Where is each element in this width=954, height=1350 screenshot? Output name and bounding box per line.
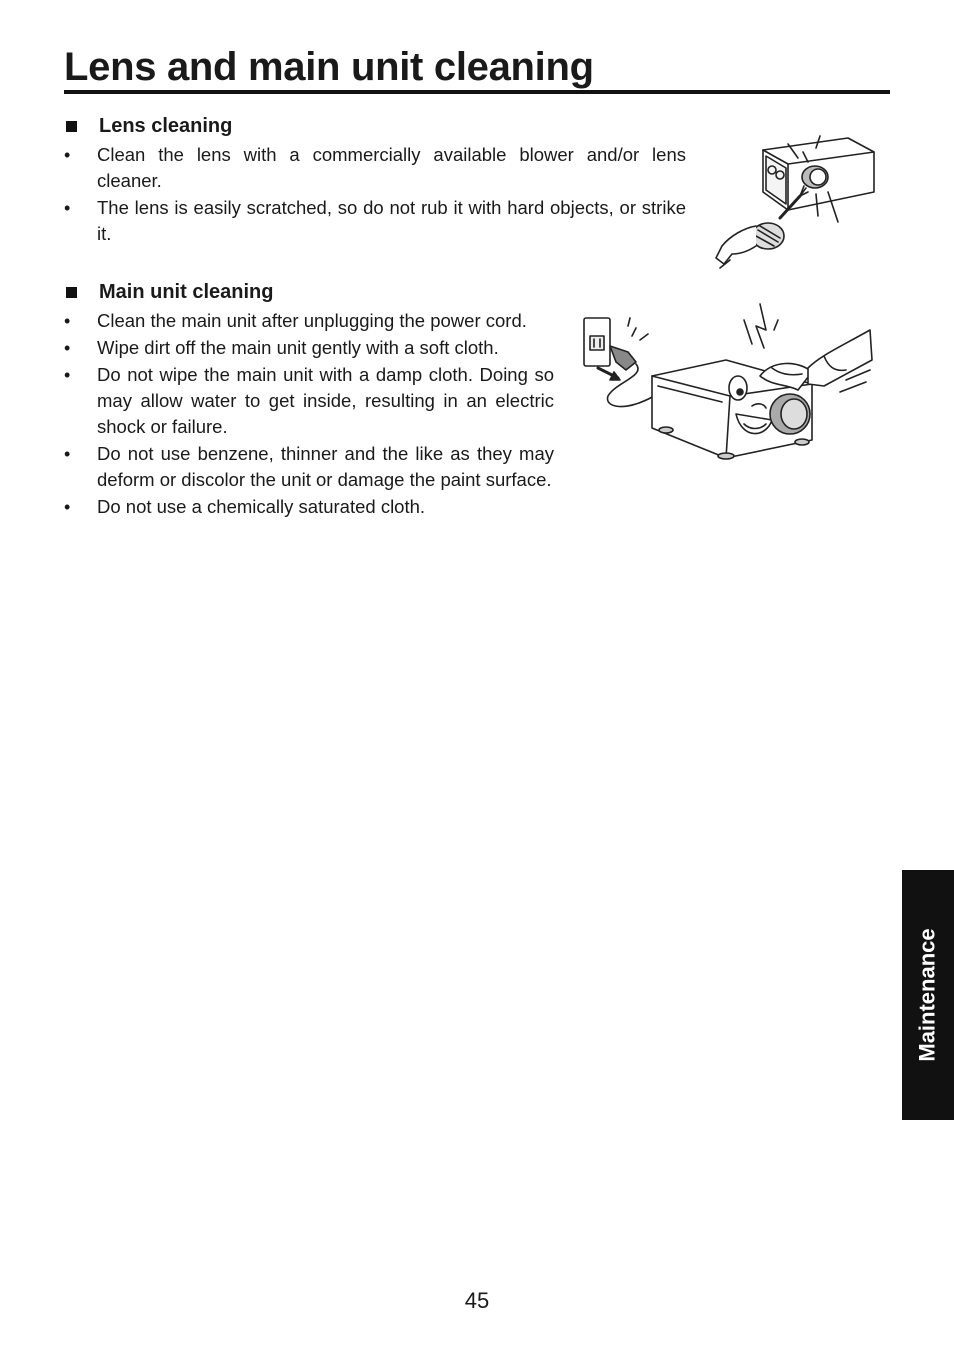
bullet-icon: •: [64, 338, 71, 358]
section-heading-text: Main unit cleaning: [99, 281, 274, 303]
main-unit-cleaning-section: [64, 280, 554, 521]
bullet-icon: •: [64, 444, 71, 464]
list-item: • Do not use a chemically saturated cloth.: [64, 494, 554, 520]
bullet-icon: •: [64, 311, 71, 331]
square-bullet-icon: [66, 287, 77, 298]
lens-cleaning-section: [64, 114, 686, 248]
list-item: • Clean the lens with a commercially available blower and/or lens cleaner.: [64, 144, 686, 191]
section-heading: [64, 114, 686, 138]
bullet-icon: •: [64, 365, 71, 385]
page-title: Lens and main unit cleaning: [64, 44, 890, 94]
section-tab-label: Maintenance: [915, 928, 941, 1062]
bullet-icon: •: [64, 198, 71, 218]
section-heading-text: Lens cleaning: [99, 115, 233, 137]
bullet-icon: •: [64, 145, 71, 165]
list-item: • Clean the main unit after unplugging the power cord.: [64, 308, 554, 334]
list-item: • Do not use benzene, thinner and the like as they may deform or discolor the unit or damage the paint surface.: [64, 443, 554, 490]
bullet-list: [64, 142, 686, 247]
page-number: 45: [464, 1288, 490, 1313]
bullet-icon: •: [64, 497, 71, 517]
bullet-list: [64, 308, 554, 520]
list-item: • Do not wipe the main unit with a damp cloth. Doing so may allow water to get inside, resulting in an electric shock or failure.: [64, 364, 554, 437]
list-item: • Wipe dirt off the main unit gently with a soft cloth.: [64, 335, 554, 361]
section-tab: [902, 870, 954, 1120]
lens-cleaning-illustration: [708, 130, 888, 275]
main-unit-cleaning-illustration: [576, 296, 876, 466]
section-heading: [64, 280, 554, 304]
list-item: • The lens is easily scratched, so do not rub it with hard objects, or strike it.: [64, 197, 686, 244]
square-bullet-icon: [66, 121, 77, 132]
